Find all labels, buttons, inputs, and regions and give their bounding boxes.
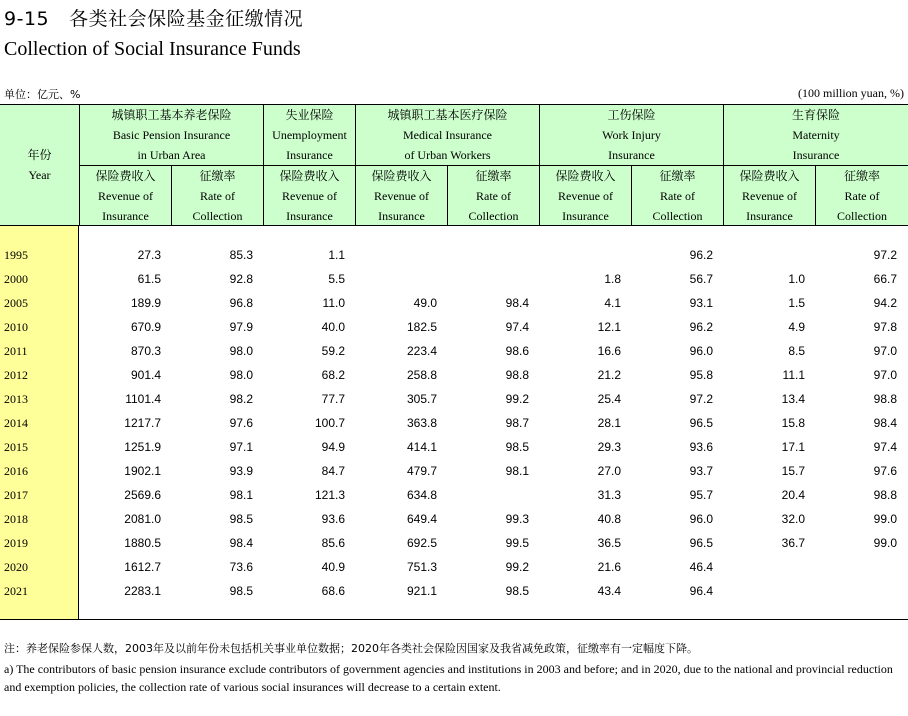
- table-cell: 49.0: [413, 296, 437, 310]
- table-cell: 96.0: [689, 512, 713, 526]
- table-cell: 670.9: [130, 320, 161, 334]
- table-cell: 93.6: [689, 440, 713, 454]
- table-cell: 99.0: [873, 536, 897, 550]
- table-cell: 98.4: [229, 536, 253, 550]
- table-title-en: Collection of Social Insurance Funds: [4, 38, 301, 60]
- table-cell: 98.5: [229, 512, 253, 526]
- table-cell: 414.1: [406, 440, 437, 454]
- sub-en: Insurance: [286, 209, 333, 223]
- year-header: [0, 145, 79, 185]
- table-cell: 97.6: [873, 464, 897, 478]
- table-row: [0, 483, 908, 507]
- table-cell: 98.7: [505, 416, 529, 430]
- table-cell: 21.2: [597, 368, 621, 382]
- table-cell: 96.0: [689, 344, 713, 358]
- row-year: 2000: [4, 272, 28, 286]
- row-year: 2015: [4, 440, 28, 454]
- table-cell: 36.7: [781, 536, 805, 550]
- sub-header-rate: [172, 166, 263, 226]
- table-cell: 92.8: [229, 272, 253, 286]
- row-year: 1995: [4, 248, 28, 262]
- table-cell: 870.3: [130, 344, 161, 358]
- sub-en: Collection: [652, 209, 703, 223]
- table-bottom-rule: [0, 619, 908, 620]
- table-cell: 97.2: [689, 392, 713, 406]
- sub-en: Collection: [192, 209, 243, 223]
- table-row: [0, 579, 908, 603]
- table-cell: 46.4: [689, 560, 713, 574]
- table-cell: 61.5: [137, 272, 161, 286]
- sub-cn: 保险费收入: [739, 169, 800, 183]
- table-cell: 1251.9: [124, 440, 161, 454]
- table-row: [0, 459, 908, 483]
- sub-header-revenue: [264, 166, 355, 226]
- table-cell: 98.8: [505, 368, 529, 382]
- table-cell: 649.4: [406, 512, 437, 526]
- row-year: 2017: [4, 488, 28, 502]
- table-cell: 1.0: [788, 272, 805, 286]
- row-year: 2012: [4, 368, 28, 382]
- table-cell: 121.3: [314, 488, 345, 502]
- table-cell: 99.0: [873, 512, 897, 526]
- table-cell: 96.8: [229, 296, 253, 310]
- table-cell: 2569.6: [124, 488, 161, 502]
- group-header-maternity: [724, 105, 908, 165]
- group-en: Work Injury: [602, 128, 661, 142]
- data-table: [0, 104, 908, 620]
- unit-label-cn: 单位：亿元、%: [4, 88, 81, 101]
- table-cell: 77.7: [321, 392, 345, 406]
- sub-en: Revenue of: [374, 189, 429, 203]
- table-cell: 223.4: [406, 344, 437, 358]
- table-cell: 98.4: [873, 416, 897, 430]
- row-year: 2014: [4, 416, 28, 430]
- table-cell: 98.1: [229, 488, 253, 502]
- table-cell: 85.6: [321, 536, 345, 550]
- table-cell: 40.8: [597, 512, 621, 526]
- table-cell: 1101.4: [125, 392, 161, 406]
- table-cell: 182.5: [406, 320, 437, 334]
- sub-en: Rate of: [200, 189, 235, 203]
- table-cell: 99.3: [505, 512, 529, 526]
- table-cell: 59.2: [321, 344, 345, 358]
- table-cell: 97.9: [229, 320, 253, 334]
- table-cell: 901.4: [130, 368, 161, 382]
- table-cell: 1.8: [604, 272, 621, 286]
- group-en: Medical Insurance: [403, 128, 492, 142]
- note-cn: 注：养老保险参保人数，2003年及以前年份未包括机关事业单位数据；2020年各类社会保险因国家及我省减免政策，征缴率有一定幅度下降。: [4, 642, 698, 655]
- table-cell: 97.4: [505, 320, 529, 334]
- row-year: 2005: [4, 296, 28, 310]
- table-cell: 27.0: [597, 464, 621, 478]
- table-row: [0, 531, 908, 555]
- table-cell: 98.0: [229, 368, 253, 382]
- table-cell: 36.5: [597, 536, 621, 550]
- table-cell: 1.5: [788, 296, 805, 310]
- table-cell: 97.0: [873, 368, 897, 382]
- table-cell: 98.1: [505, 464, 529, 478]
- group-cn: 生育保险: [791, 108, 840, 122]
- table-cell: 96.5: [689, 536, 713, 550]
- table-cell: 66.7: [873, 272, 897, 286]
- table-cell: 40.9: [321, 560, 345, 574]
- table-row: [0, 339, 908, 363]
- group-header-work-injury: [540, 105, 723, 165]
- sub-en: Collection: [468, 209, 519, 223]
- table-cell: 68.2: [321, 368, 345, 382]
- table-title-cn-text: 各类社会保险基金征缴情况: [69, 8, 304, 30]
- table-cell: 97.8: [873, 320, 897, 334]
- unit-label-en: (100 million yuan, %): [798, 86, 904, 100]
- table-cell: 97.6: [229, 416, 253, 430]
- table-cell: 20.4: [781, 488, 805, 502]
- table-cell: 98.8: [873, 488, 897, 502]
- table-cell: 4.9: [788, 320, 805, 334]
- sub-header-rate: [632, 166, 723, 226]
- table-cell: 31.3: [597, 488, 621, 502]
- table-cell: 95.8: [689, 368, 713, 382]
- table-cell: 97.2: [873, 248, 897, 262]
- table-cell: 97.4: [873, 440, 897, 454]
- table-row: [0, 267, 908, 291]
- table-cell: 68.6: [321, 584, 345, 598]
- year-header-en: Year: [28, 168, 51, 182]
- table-cell: 97.1: [229, 440, 253, 454]
- table-title-cn: [4, 4, 303, 31]
- table-cell: 27.3: [137, 248, 161, 262]
- table-cell: 93.6: [321, 512, 345, 526]
- sub-en: Revenue of: [742, 189, 797, 203]
- table-cell: 15.8: [781, 416, 805, 430]
- table-cell: 751.3: [406, 560, 437, 574]
- table-cell: 85.3: [229, 248, 253, 262]
- table-cell: 96.4: [689, 584, 713, 598]
- row-year: 2019: [4, 536, 28, 550]
- sub-header-rate: [448, 166, 539, 226]
- sub-cn: 征缴率: [475, 169, 512, 183]
- table-cell: 1612.7: [124, 560, 161, 574]
- group-header-medical: [356, 105, 539, 165]
- row-year: 2018: [4, 512, 28, 526]
- table-cell: 95.7: [689, 488, 713, 502]
- table-cell: 98.4: [505, 296, 529, 310]
- table-cell: 921.1: [406, 584, 437, 598]
- table-cell: 21.6: [597, 560, 621, 574]
- sub-en: Insurance: [562, 209, 609, 223]
- table-cell: 32.0: [781, 512, 805, 526]
- table-cell: 17.1: [781, 440, 805, 454]
- table-cell: 634.8: [406, 488, 437, 502]
- sub-en: Insurance: [746, 209, 793, 223]
- table-cell: 94.9: [321, 440, 345, 454]
- table-cell: 12.1: [597, 320, 621, 334]
- table-cell: 98.0: [229, 344, 253, 358]
- table-cell: 93.7: [689, 464, 713, 478]
- table-cell: 1880.5: [124, 536, 161, 550]
- sub-cn: 保险费收入: [555, 169, 616, 183]
- table-cell: 93.9: [229, 464, 253, 478]
- group-en: Basic Pension Insurance: [112, 128, 231, 142]
- table-row: [0, 555, 908, 579]
- table-cell: 98.5: [229, 584, 253, 598]
- group-en: Maternity: [792, 128, 840, 142]
- table-cell: 96.2: [689, 248, 713, 262]
- table-cell: 2283.1: [124, 584, 161, 598]
- table-cell: 99.2: [505, 392, 529, 406]
- table-cell: 13.4: [781, 392, 805, 406]
- group-cn: 城镇职工基本养老保险: [111, 108, 232, 122]
- group-cn: 失业保险: [285, 108, 334, 122]
- table-cell: 100.7: [314, 416, 345, 430]
- table-cell: 99.5: [505, 536, 529, 550]
- table-cell: 363.8: [406, 416, 437, 430]
- table-cell: 16.6: [597, 344, 621, 358]
- table-cell: 305.7: [406, 392, 437, 406]
- table-row: [0, 243, 908, 267]
- sub-en: Revenue of: [282, 189, 337, 203]
- sub-header-revenue: [724, 166, 815, 226]
- row-year: 2013: [4, 392, 28, 406]
- group-cn: 城镇职工基本医疗保险: [387, 108, 508, 122]
- table-row: [0, 315, 908, 339]
- table-cell: 11.1: [782, 368, 805, 382]
- table-cell: 98.2: [229, 392, 253, 406]
- table-cell: 479.7: [406, 464, 437, 478]
- sub-en: Rate of: [476, 189, 511, 203]
- sub-header-revenue: [80, 166, 171, 226]
- table-cell: 40.0: [321, 320, 345, 334]
- table-row: [0, 291, 908, 315]
- row-year: 2010: [4, 320, 28, 334]
- table-cell: 98.5: [505, 584, 529, 598]
- sub-cn: 保险费收入: [279, 169, 340, 183]
- group-cn: 工伤保险: [607, 108, 656, 122]
- table-cell: 4.1: [604, 296, 621, 310]
- sub-en: Revenue of: [558, 189, 613, 203]
- table-row: [0, 387, 908, 411]
- table-cell: 43.4: [597, 584, 621, 598]
- sub-en: Rate of: [660, 189, 695, 203]
- group-header-unemployment: [264, 105, 355, 165]
- table-cell: 98.6: [505, 344, 529, 358]
- group-en: in Urban Area: [137, 148, 206, 162]
- note-en: a) The contributors of basic pension insurance exclude contributors of government agencies and institutions in 2003 and before; and in 2020, due to the national and provincial reduction and exemption policies, the collection rate of various social insurances will decrease to a certain extent.: [4, 662, 893, 694]
- sub-cn: 保险费收入: [95, 169, 156, 183]
- row-year: 2011: [4, 344, 28, 358]
- sub-en: Insurance: [102, 209, 149, 223]
- table-row: [0, 507, 908, 531]
- table-cell: 94.2: [873, 296, 897, 310]
- sub-en: Insurance: [378, 209, 425, 223]
- table-row: [0, 363, 908, 387]
- sub-cn: 征缴率: [659, 169, 696, 183]
- group-en: Insurance: [792, 148, 840, 162]
- table-row: [0, 435, 908, 459]
- table-cell: 98.8: [873, 392, 897, 406]
- table-cell: 29.3: [597, 440, 621, 454]
- table-cell: 93.1: [689, 296, 713, 310]
- table-cell: 11.0: [322, 296, 345, 310]
- sub-header-rate: [816, 166, 908, 226]
- table-cell: 2081.0: [124, 512, 161, 526]
- table-cell: 8.5: [788, 344, 805, 358]
- sub-header-revenue: [540, 166, 631, 226]
- year-header-cn: 年份: [27, 148, 52, 162]
- table-cell: 5.5: [328, 272, 345, 286]
- table-cell: 189.9: [130, 296, 161, 310]
- group-en: Insurance: [608, 148, 655, 162]
- table-cell: 96.2: [689, 320, 713, 334]
- table-cell: 15.7: [781, 464, 805, 478]
- group-header-pension: [80, 105, 263, 165]
- group-en: of Urban Workers: [404, 148, 491, 162]
- group-en: Unemployment: [272, 128, 347, 142]
- table-cell: 1217.7: [124, 416, 161, 430]
- row-year: 2016: [4, 464, 28, 478]
- table-cell: 99.2: [505, 560, 529, 574]
- sub-en: Revenue of: [98, 189, 153, 203]
- table-row: [0, 411, 908, 435]
- sub-cn: 征缴率: [843, 169, 880, 183]
- sub-cn: 征缴率: [199, 169, 236, 183]
- table-cell: 1.1: [328, 248, 345, 262]
- table-cell: 258.8: [406, 368, 437, 382]
- table-cell: 1902.1: [124, 464, 161, 478]
- table-cell: 28.1: [597, 416, 621, 430]
- row-year: 2020: [4, 560, 28, 574]
- table-cell: 98.5: [505, 440, 529, 454]
- sub-cn: 保险费收入: [371, 169, 432, 183]
- row-year: 2021: [4, 584, 28, 598]
- table-cell: 96.5: [689, 416, 713, 430]
- sub-en: Rate of: [844, 189, 880, 203]
- group-en: Insurance: [286, 148, 333, 162]
- table-cell: 25.4: [597, 392, 621, 406]
- table-cell: 56.7: [689, 272, 713, 286]
- table-cell: 97.0: [873, 344, 897, 358]
- table-number: 9-15: [4, 8, 50, 30]
- table-cell: 692.5: [406, 536, 437, 550]
- table-cell: 73.6: [229, 560, 253, 574]
- sub-en: Collection: [837, 209, 887, 223]
- sub-header-revenue: [356, 166, 447, 226]
- table-cell: 84.7: [321, 464, 345, 478]
